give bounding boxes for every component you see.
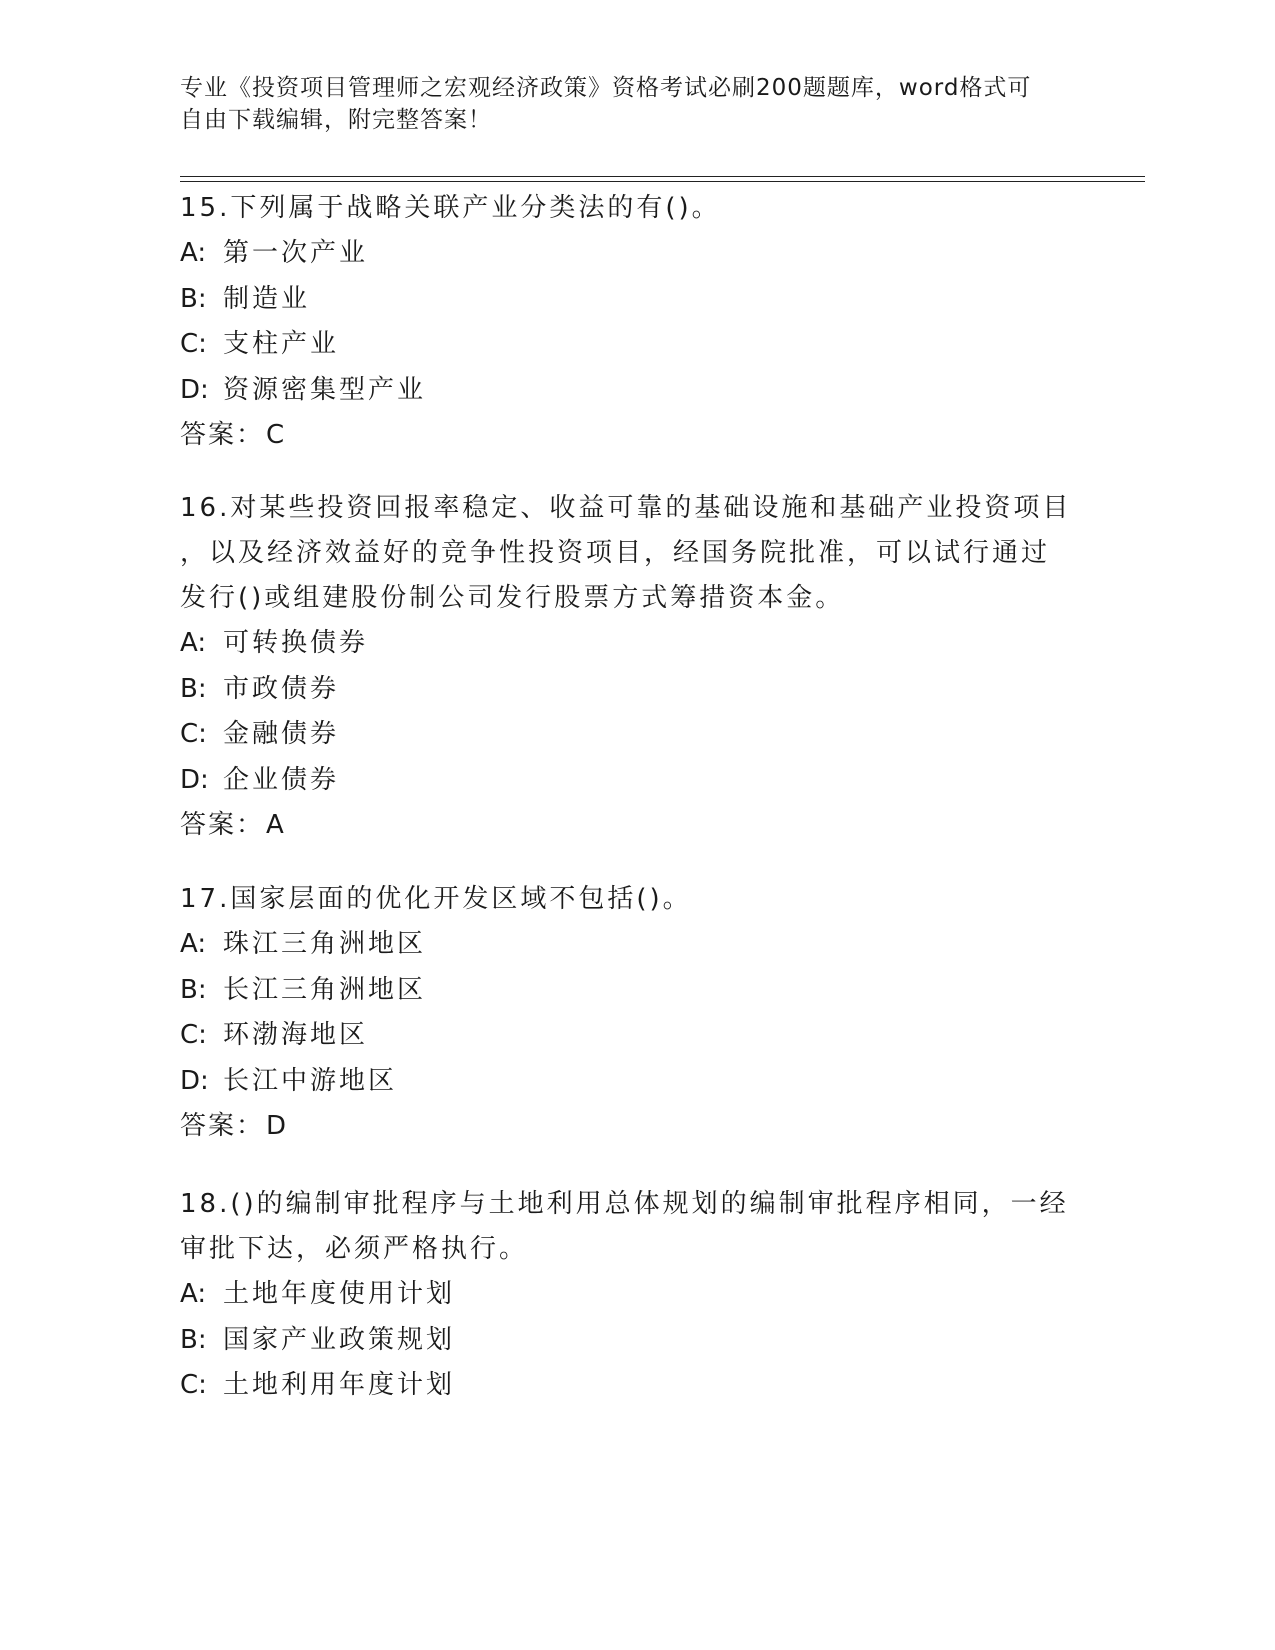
question-17 xyxy=(180,877,1080,1149)
option-b xyxy=(180,667,1080,713)
answer-value: C xyxy=(266,420,285,450)
option-a xyxy=(180,231,1080,277)
option-key: D: xyxy=(180,1065,209,1096)
question-16 xyxy=(180,486,1080,848)
option-d xyxy=(180,368,1080,414)
option-key: B: xyxy=(180,673,207,704)
option-text: 土地利用年度计划 xyxy=(223,1370,456,1400)
header-divider-bottom xyxy=(180,181,1145,182)
option-text: 资源密集型产业 xyxy=(223,374,427,405)
answer xyxy=(180,803,1080,848)
question-stem-line-3: 发行()或组建股份制公司发行股票方式筹措资本金。 xyxy=(180,583,845,613)
option-text: 可转换债券 xyxy=(223,628,369,658)
option-key: D: xyxy=(180,764,209,795)
option-key: B: xyxy=(180,283,207,314)
option-c xyxy=(180,712,1080,758)
question-15 xyxy=(180,186,1080,458)
option-text: 长江中游地区 xyxy=(223,1065,398,1096)
option-key: C: xyxy=(180,329,207,359)
option-text: 市政债券 xyxy=(223,673,340,704)
header-line-1: 专业《投资项目管理师之宏观经济政策》资格考试必刷200题题库，word格式可 xyxy=(180,75,1032,101)
question-stem: 17.国家层面的优化开发区域不包括()。 xyxy=(180,884,692,914)
answer xyxy=(180,1104,1080,1149)
option-b xyxy=(180,277,1080,323)
option-a xyxy=(180,922,1080,968)
answer xyxy=(180,413,1080,458)
option-key: A: xyxy=(180,929,207,959)
option-text: 土地年度使用计划 xyxy=(223,1279,456,1309)
question-stem-line-2: ，以及经济效益好的竞争性投资项目，经国务院批准，可以试行通过 xyxy=(180,538,1051,568)
option-key: A: xyxy=(180,628,207,658)
question-18 xyxy=(180,1182,1080,1409)
option-text: 国家产业政策规划 xyxy=(223,1324,456,1355)
header-line-2: 自由下载编辑，附完整答案！ xyxy=(180,107,492,133)
option-key: A: xyxy=(180,1279,207,1309)
question-stem-line-1: 16.对某些投资回报率稳定、收益可靠的基础设施和基础产业投资项目 xyxy=(180,493,1072,523)
option-text: 支柱产业 xyxy=(223,329,340,359)
option-key: C: xyxy=(180,719,207,749)
question-stem-line-2: 审批下达，必须严格执行。 xyxy=(180,1234,529,1264)
question-stem-line-1: 18.()的编制审批程序与土地利用总体规划的编制审批程序相同，一经 xyxy=(180,1189,1069,1219)
option-d xyxy=(180,758,1080,804)
option-key: B: xyxy=(180,1324,207,1355)
option-c xyxy=(180,1363,1080,1409)
option-text: 金融债券 xyxy=(223,719,340,749)
option-a xyxy=(180,621,1080,667)
option-text: 环渤海地区 xyxy=(223,1020,369,1050)
option-b xyxy=(180,968,1080,1014)
option-key: A: xyxy=(180,238,207,268)
header-divider-top xyxy=(180,176,1145,177)
option-a xyxy=(180,1272,1080,1318)
question-stem: 15.下列属于战略关联产业分类法的有()。 xyxy=(180,193,721,223)
option-c xyxy=(180,322,1080,368)
answer-label: 答案： xyxy=(180,810,265,840)
option-key: C: xyxy=(180,1020,207,1050)
option-key: D: xyxy=(180,374,209,405)
option-d xyxy=(180,1059,1080,1105)
option-b xyxy=(180,1318,1080,1364)
option-text: 第一次产业 xyxy=(223,238,369,268)
option-text: 长江三角洲地区 xyxy=(223,974,427,1005)
answer-value: A xyxy=(266,810,284,840)
option-text: 制造业 xyxy=(223,283,311,314)
answer-value: D xyxy=(266,1111,287,1141)
option-key: B: xyxy=(180,974,207,1005)
answer-label: 答案： xyxy=(180,1111,265,1141)
answer-label: 答案： xyxy=(180,420,265,450)
option-c xyxy=(180,1013,1080,1059)
document-header xyxy=(180,72,1060,136)
option-key: C: xyxy=(180,1370,207,1400)
option-text: 企业债券 xyxy=(223,764,340,795)
option-text: 珠江三角洲地区 xyxy=(223,929,427,959)
